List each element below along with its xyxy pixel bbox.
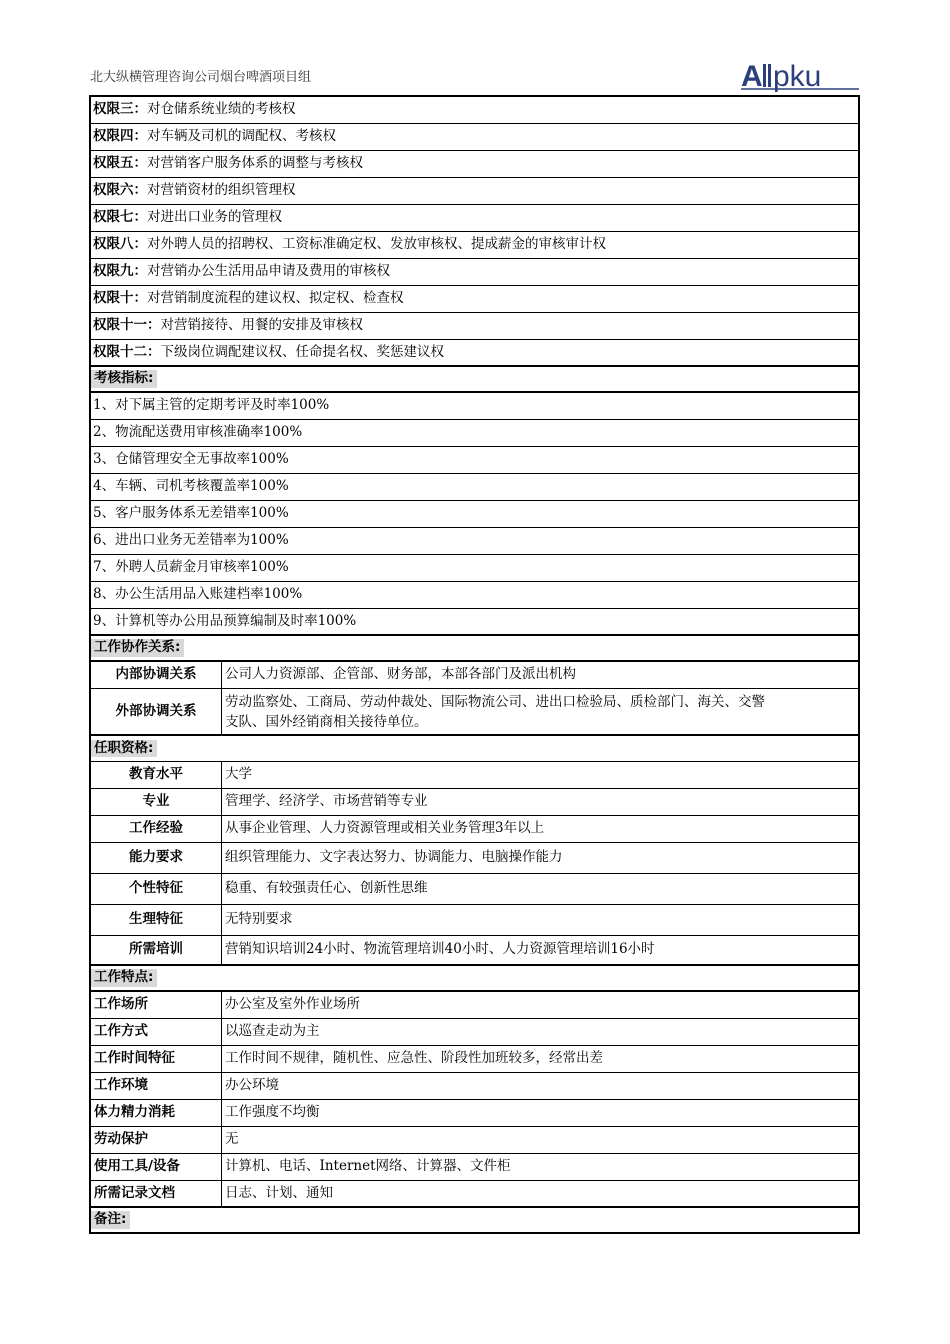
authority-row (91, 205, 858, 232)
internal-relations-text: 公司人力资源部、企管部、财务部，本部各部门及派出机构 (225, 666, 576, 683)
authority-label: 权限六： (93, 182, 147, 199)
svg-text:A: A (741, 60, 763, 92)
authority-label: 权限三： (93, 101, 147, 118)
qualification-title: 任职资格: (91, 740, 157, 758)
qualification-row: 工作经验 从事企业管理、人力资源管理或相关业务管理3年以上 (91, 816, 858, 843)
authority-row (91, 286, 858, 313)
kpi-section-header (91, 367, 858, 393)
remarks-title: 备注: (91, 1211, 130, 1229)
authority-row (91, 232, 858, 259)
kpi-item: 4、车辆、司机考核覆盖率100% (91, 474, 858, 501)
qualification-section-header (91, 736, 858, 762)
logo (741, 60, 859, 92)
authority-label: 权限五： (93, 155, 147, 172)
relations-section-header (91, 636, 858, 662)
qualification-row: 个性特征 稳重、有较强责任心、创新性思维 (91, 874, 858, 905)
job-description-table (89, 95, 860, 1234)
authority-row (91, 151, 858, 178)
authority-text: 对车辆及司机的调配权、考核权 (147, 128, 336, 145)
features-row: 工作方式 以巡查走动为主 (91, 1019, 858, 1046)
authority-row (91, 259, 858, 286)
features-row: 工作场所 办公室及室外作业场所 (91, 992, 858, 1019)
authority-label: 权限十： (93, 290, 147, 307)
qualification-row: 教育水平 大学 (91, 762, 858, 789)
features-title: 工作特点: (91, 969, 157, 987)
kpi-item: 2、物流配送费用审核准确率100% (91, 420, 858, 447)
kpi-title: 考核指标: (91, 370, 157, 388)
authority-row (91, 340, 858, 367)
qualification-row: 专业 管理学、经济学、市场营销等专业 (91, 789, 858, 816)
authority-row (91, 124, 858, 151)
kpi-item: 1、对下属主管的定期考评及时率100% (91, 393, 858, 420)
features-section-header (91, 966, 858, 992)
kpi-item: 9、计算机等办公用品预算编制及时率100% (91, 609, 858, 636)
qualification-row: 生理特征 无特别要求 (91, 905, 858, 936)
features-row: 工作环境 办公环境 (91, 1073, 858, 1100)
relations-title: 工作协作关系: (91, 639, 184, 657)
authority-text: 对营销接待、用餐的安排及审核权 (160, 317, 363, 334)
authority-label: 权限四： (93, 128, 147, 145)
authority-row (91, 178, 858, 205)
kpi-item: 3、仓储管理安全无事故率100% (91, 447, 858, 474)
external-relations-text: 劳动监察处、工商局、劳动仲裁处、国际物流公司、进出口检验局、质检部门、海关、交警 支队、国外经销商相关接待单位。 (225, 694, 765, 731)
authority-label: 权限七： (93, 209, 147, 226)
kpi-item: 6、进出口业务无差错率为100% (91, 528, 858, 555)
authority-text: 对营销办公生活用品申请及费用的审核权 (147, 263, 390, 280)
features-row: 所需记录文档 日志、计划、通知 (91, 1181, 858, 1208)
features-row: 工作时间特征 工作时间不规律，随机性、应急性、阶段性加班较多，经常出差 (91, 1046, 858, 1073)
authority-text: 对仓储系统业绩的考核权 (147, 101, 296, 118)
authority-label: 权限八： (93, 236, 147, 253)
kpi-item: 7、外聘人员薪金月审核率100% (91, 555, 858, 582)
authority-text: 对进出口业务的管理权 (147, 209, 282, 226)
features-row: 体力精力消耗 工作强度不均衡 (91, 1100, 858, 1127)
kpi-item: 5、客户服务体系无差错率100% (91, 501, 858, 528)
qualification-row: 能力要求 组织管理能力、文字表达努力、协调能力、电脑操作能力 (91, 843, 858, 874)
header-org: 北大纵横管理咨询公司烟台啤酒项目组 (90, 70, 312, 85)
authority-row (91, 97, 858, 124)
kpi-item: 8、办公生活用品入账建档率100% (91, 582, 858, 609)
authority-text: 对营销制度流程的建议权、拟定权、检查权 (147, 290, 404, 307)
authority-label: 权限十二： (93, 343, 161, 360)
features-row: 使用工具/设备 计算机、电话、Internet网络、计算器、文件柜 (91, 1154, 858, 1181)
internal-relations-label: 内部协调关系 (91, 662, 222, 688)
authority-text: 对营销资材的组织管理权 (147, 182, 296, 199)
external-relations-row (91, 689, 858, 736)
authority-text: 对营销客户服务体系的调整与考核权 (147, 155, 363, 172)
authority-label: 权限九： (93, 263, 147, 280)
features-row: 劳动保护 无 (91, 1127, 858, 1154)
remarks-section-header (91, 1208, 858, 1232)
authority-label: 权限十一： (93, 317, 161, 334)
external-relations-label: 外部协调关系 (91, 689, 222, 734)
svg-text:pku: pku (773, 60, 822, 92)
authority-text: 下级岗位调配建议权、任命提名权、奖惩建议权 (160, 343, 444, 360)
qualification-row: 所需培训 营销知识培训24小时、物流管理培训40小时、人力资源管理培训16小时 (91, 936, 858, 966)
internal-relations-row (91, 662, 858, 689)
authority-row (91, 313, 858, 340)
authority-text: 对外聘人员的招聘权、工资标准确定权、发放审核权、提成薪金的审核审计权 (147, 236, 606, 253)
